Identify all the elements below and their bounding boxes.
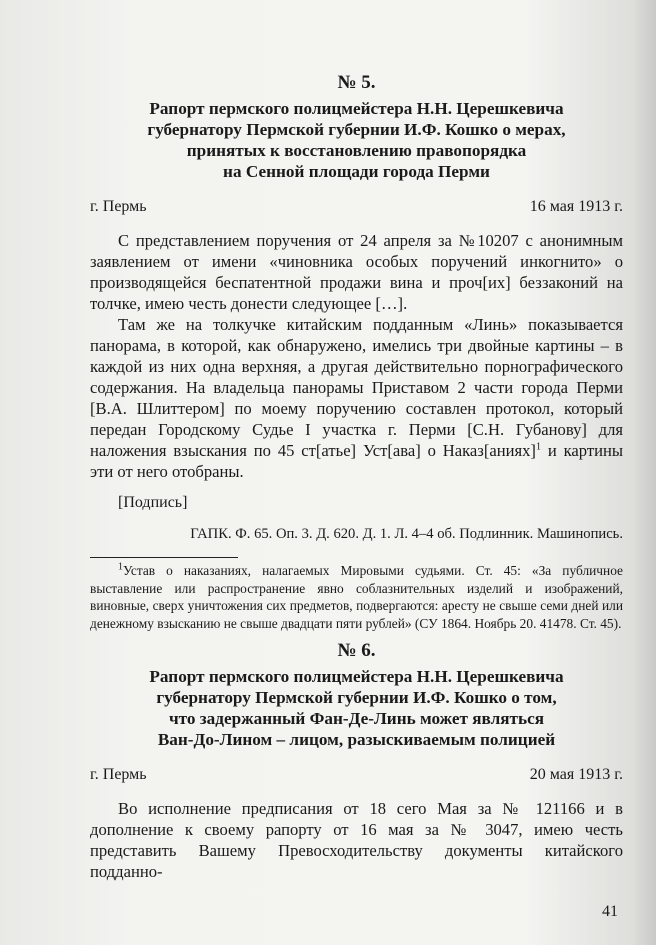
page-number: 41 xyxy=(602,903,618,920)
doc5-place-date xyxy=(90,198,623,216)
doc5-title-line-1: Рапорт пермского полицмейстера Н.Н. Церешкевича xyxy=(149,99,564,118)
doc5-title-line-4: на Сенной площади города Перми xyxy=(223,162,490,181)
doc6-place: г. Пермь xyxy=(90,766,147,783)
page-content xyxy=(90,72,623,882)
doc5-archive-reference: ГАПК. Ф. 65. Оп. 3. Д. 620. Д. 1. Л. 4–4 об. Подлинник. Машинопись. xyxy=(190,526,623,542)
doc5-signature: [Подпись] xyxy=(118,494,188,511)
document-6 xyxy=(90,640,623,882)
doc5-paragraph-2-end: и картины эти от него отобраны. xyxy=(90,441,623,481)
doc5-paragraph-1: С представлением поручения от 24 апреля за №10207 с анонимным заявлением от имени «чиновника особых поручений инкогнито» о производящейся беспатентной продажи вина и проч[их] беззаконий на толчке, имею честь донести следующее […]. xyxy=(90,231,623,313)
doc6-title-line-1: Рапорт пермского полицмейстера Н.Н. Церешкевича xyxy=(149,667,564,686)
footnote-divider xyxy=(90,557,238,558)
doc5-title-line-3: принятых к восстановлению правопорядка xyxy=(186,141,527,160)
doc6-place-date xyxy=(90,766,623,784)
doc5-date: 16 мая 1913 г. xyxy=(529,198,623,215)
doc6-title xyxy=(90,666,623,750)
doc6-title-line-3: что задержанный Фан-Де-Линь может являться xyxy=(168,709,545,728)
doc5-paragraph-2 xyxy=(90,314,623,482)
doc5-place: г. Пермь xyxy=(90,198,147,215)
doc6-date: 20 мая 1913 г. xyxy=(529,766,623,783)
footnote-text: Устав о наказаниях, налагаемых Мировыми судьями. Ст. 45: «За публичное выставление или распространение явно соблазнительных изделий и изображений, виновные, сверх уничтожения сих предметов, подвергаются: аресту не свыше семи дней или денежному взысканию не свыше двадцати пяти рублей» (СУ 1864. Ноябрь 20. 41478. Ст. 45). xyxy=(90,563,623,631)
doc6-number: № 6. xyxy=(337,640,376,661)
doc6-title-line-2: губернатору Пермской губернии И.Ф. Кошко о том, xyxy=(156,688,557,707)
doc6-paragraph-1: Во исполнение предписания от 18 сего Мая за № 121166 и в дополнение к своему рапорту от 16 мая за № 3047, имею честь представить Вашему Превосходительству документы китайского подданно- xyxy=(90,799,623,881)
doc5-title-line-2: губернатору Пермской губернии И.Ф. Кошко о мерах, xyxy=(147,120,566,139)
page-edge-shadow xyxy=(634,0,656,945)
document-5 xyxy=(90,72,623,543)
doc5-title xyxy=(90,98,623,182)
doc5-paragraph-2-text: Там же на толкучке китайским подданным «Линь» показывается панорама, в которой, как обнаружено, имелись три двойные картины – в каждой из них одна верхняя, а другая действительно порнографического содержания. На владельца панорамы Приставом 2 части города Перми [В.А. Шлиттером] по моему поручению составлен протокол, который передан Городскому Судье I участка г. Перми [С.Н. Губанову] для наложения взыскания по 45 ст[атье] Уст[ава] о Наказ[аниях] xyxy=(90,315,623,460)
footnote-reference-mark[interactable]: 1 xyxy=(535,441,541,453)
doc5-number: № 5. xyxy=(337,72,376,93)
footnote xyxy=(90,562,623,632)
doc6-title-line-4: Ван-До-Лином – лицом, разыскиваемым полицией xyxy=(157,730,556,749)
footnote-mark: 1 xyxy=(118,561,123,573)
